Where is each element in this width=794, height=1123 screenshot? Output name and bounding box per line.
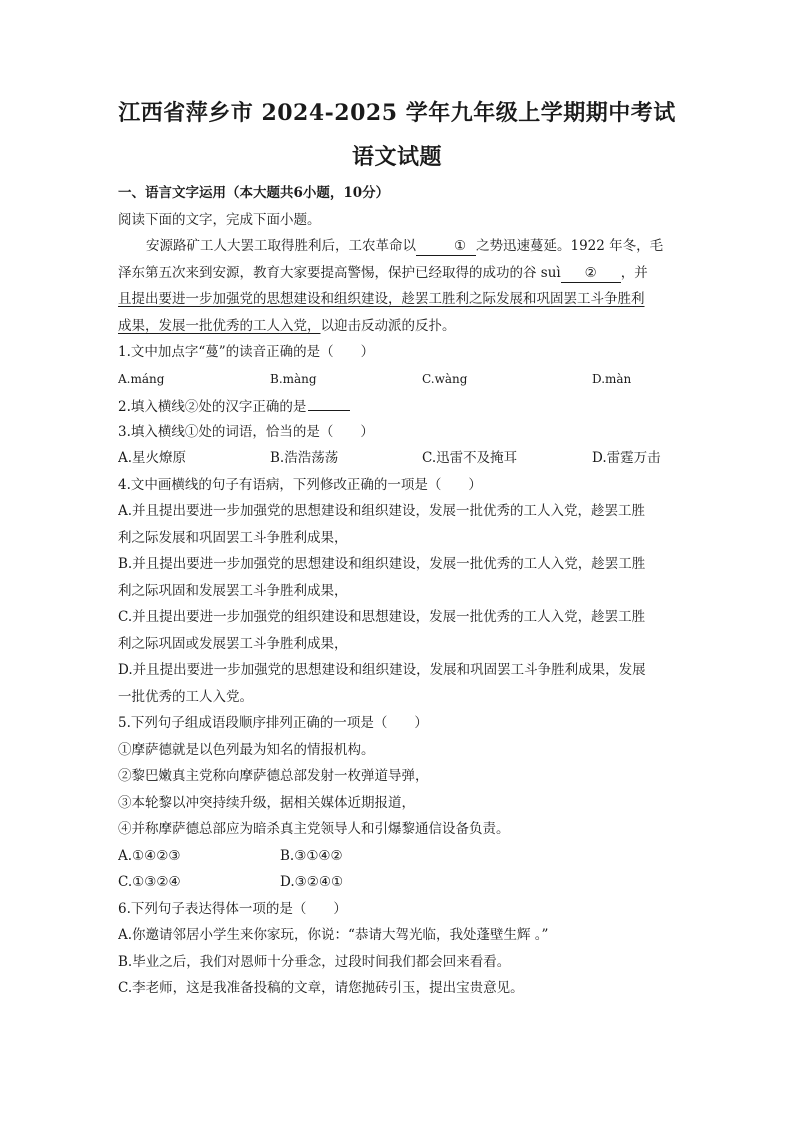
question-2-stem: 2.填入横线②处的汉字正确的是 [118, 392, 678, 419]
question-1-stem: 1.文中加点字“蔓”的读音正确的是（ ） [118, 344, 375, 360]
q5-option-b[interactable]: B.③①④② [280, 847, 343, 864]
exam-title: 江西省萍乡市 2024-2025 学年九年级上学期期中考试 [118, 100, 676, 126]
q3-option-c[interactable]: C.迅雷不及掩耳 [422, 450, 518, 466]
q5-option-d[interactable]: D.③②④① [280, 874, 344, 890]
q5-options-row-1 [118, 843, 678, 870]
exam-subtitle: 语文试题 [351, 144, 442, 170]
question-6-stem: 6.下列句子表达得体一项的是（ ） [118, 900, 347, 917]
underlined-sentence-end: 成果，发展一批优秀的工人入党， [118, 317, 321, 334]
q4-option-c-line1[interactable]: C.并且提出要进一步加强党的组织建设和思想建设，发展一批优秀的工人入党，趁罢工胜 [118, 609, 646, 625]
q6-option-b[interactable]: B.毕业之后，我们对恩师十分垂念，过段时间我们都会回来看看。 [118, 953, 511, 970]
q5-sentence-2: ②黎巴嫩真主党称向摩萨德总部发射一枚弹道导弹， [118, 768, 429, 784]
q1-option-d[interactable]: D.màn [592, 371, 632, 386]
question-3-options [118, 445, 678, 472]
q1-option-b[interactable]: B.màng [270, 371, 317, 386]
q4-option-b-line1[interactable]: B.并且提出要进一步加强党的思想建设和组织建设，发展一批优秀的工人入党，趁罢工胜 [118, 556, 646, 572]
answer-blank[interactable] [308, 392, 350, 411]
q3-option-b[interactable]: B.浩浩荡荡 [270, 450, 339, 466]
q4-option-a-line1[interactable]: A.并且提出要进一步加强党的思想建设和组织建设，发展一批优秀的工人入党，趁罢工胜 [118, 503, 646, 519]
q5-option-a[interactable]: A.①④②③ [118, 847, 181, 864]
reading-instruction: 阅读下面的文字，完成下面小题。 [118, 211, 321, 228]
q4-option-a-line2[interactable]: 利之际发展和巩固罢工斗争胜利成果， [118, 529, 348, 546]
q5-options-row-2 [118, 869, 678, 896]
q5-sentence-4: ④并称摩萨德总部应为暗杀真主党领导人和引爆黎通信设备负责。 [118, 821, 510, 837]
q4-option-b-line2[interactable]: 利之际巩固和发展罢工斗争胜利成果， [118, 582, 348, 599]
q4-option-c-line2[interactable]: 利之际巩固或发展罢工斗争胜利成果， [118, 635, 348, 652]
q5-sentence-3: ③本轮黎以冲突持续升级，据相关媒体近期报道， [118, 794, 415, 811]
passage-line-3-underlined: 且提出要进一步加强党的思想建设和组织建设，趁罢工胜利之际发展和巩固罢工斗争胜利 [118, 291, 645, 307]
q1-option-a[interactable]: A.máng [118, 371, 165, 386]
q1-option-c[interactable]: C.wàng [422, 371, 468, 386]
question-4-stem: 4.文中画横线的句子有语病，下列修改正确的一项是（ ） [118, 476, 482, 493]
exam-content [118, 180, 678, 1002]
passage-line-1: 安源路矿工人大罢工取得胜利后，工农革命以 ① 之势迅速蔓延。1922 年冬，毛 [146, 238, 664, 254]
q4-option-d-line1[interactable]: D.并且提出要进一步加强党的思想建设和组织建设，发展和巩固罢工斗争胜利成果，发展 [118, 662, 646, 678]
q5-option-c[interactable]: C.①③②④ [118, 874, 181, 890]
section-heading: 一、语言文字运用（本大题共6小题，10分） [118, 185, 390, 201]
q5-sentence-1: ①摩萨德就是以色列最为知名的情报机构。 [118, 741, 375, 758]
q6-option-c[interactable]: C.李老师，这是我准备投稿的文章，请您抛砖引玉，提出宝贵意见。 [118, 980, 524, 996]
question-5-stem: 5.下列句子组成语段顺序排列正确的一项是（ ） [118, 715, 428, 731]
q3-option-a[interactable]: A.星火燎原 [118, 450, 187, 466]
blank-2: ② [561, 264, 621, 283]
q6-option-a[interactable]: A.你邀请邻居小学生来你家玩，你说：“恭请大驾光临，我处蓬壁生辉 。” [118, 927, 549, 943]
passage-line-2: 泽东第五次来到安源，教育大家要提高警惕，保护已经取得的成功的谷 suì ② ，并 [118, 264, 648, 281]
question-1-options [118, 366, 678, 393]
passage-line-4: 成果，发展一批优秀的工人入党，以迎击反动派的反扑。 [118, 317, 456, 334]
q3-option-d[interactable]: D.雷霆万击 [592, 450, 661, 466]
blank-1: ① [416, 237, 476, 256]
q4-option-d-line2[interactable]: 一批优秀的工人入党。 [118, 688, 253, 705]
question-3-stem: 3.填入横线①处的词语，恰当的是（ ） [118, 423, 374, 440]
